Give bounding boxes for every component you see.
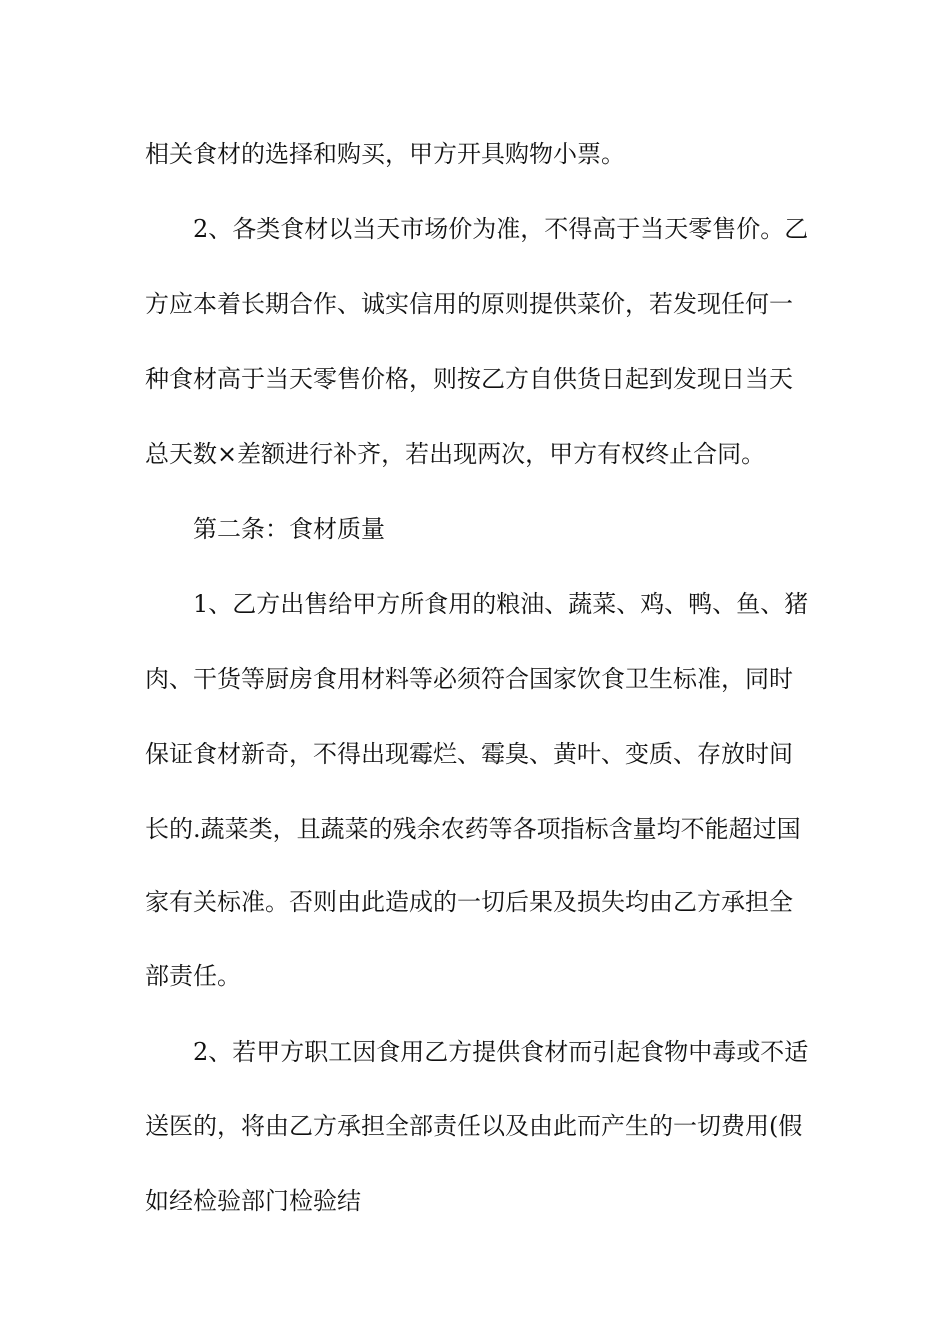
- text-line: 总天数×差额进行补齐，若出现两次，甲方有权终止合同。: [145, 440, 766, 468]
- text-line: 送医的，将由乙方承担全部责任以及由此而产生的一切费用(假: [145, 1112, 803, 1140]
- paragraph-start-line: 1、乙方出售给甲方所食用的粮油、蔬菜、鸡、鸭、鱼、猪: [193, 590, 809, 618]
- text-line: 部责任。: [145, 962, 241, 990]
- text-line: 肉、干货等厨房食用材料等必须符合国家饮食卫生标准，同时: [145, 665, 793, 693]
- text-line: 保证食材新奇，不得出现霉烂、霉臭、黄叶、变质、存放时间: [145, 740, 793, 768]
- paragraph-start-line: 2、各类食材以当天市场价为准，不得高于当天零售价。乙: [193, 215, 809, 243]
- text-line: 长的.蔬菜类，且蔬菜的残余农药等各项指标含量均不能超过国: [145, 815, 801, 843]
- text-line: 方应本着长期合作、诚实信用的原则提供菜价，若发现任何一: [145, 290, 793, 318]
- section-heading: 第二条：食材质量: [193, 515, 385, 543]
- text-line: 家有关标准。否则由此造成的一切后果及损失均由乙方承担全: [145, 888, 793, 916]
- text-line: 如经检验部门检验结: [145, 1187, 361, 1215]
- paragraph-start-line: 2、若甲方职工因食用乙方提供食材而引起食物中毒或不适: [193, 1038, 809, 1066]
- text-line: 相关食材的选择和购买，甲方开具购物小票。: [145, 140, 625, 168]
- text-line: 种食材高于当天零售价格，则按乙方自供货日起到发现日当天: [145, 365, 793, 393]
